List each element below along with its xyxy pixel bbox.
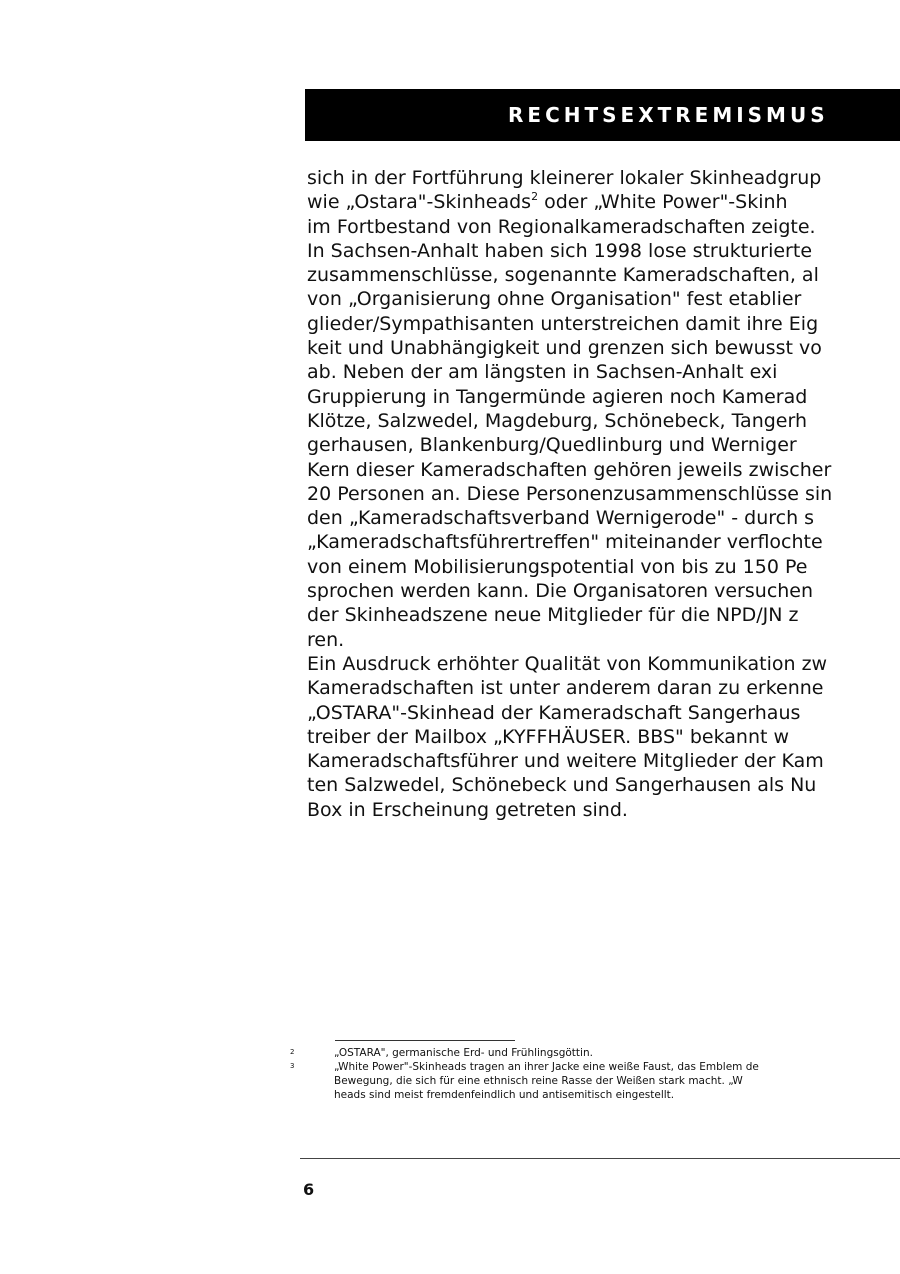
body-line [307,360,900,384]
body-line [307,701,900,725]
body-text-segment: wie „Ostara"-Skinheads [307,191,532,214]
body-line [307,190,900,214]
body-line [307,749,900,773]
body-text-segment: den „Kameradschaftsverband Wernigerode" - durch s [307,507,815,530]
footnote-text [334,1046,593,1060]
body-line [307,725,900,749]
body-text-segment: „OSTARA"-Skinhead der Kameradschaft Sangerhaus [307,701,801,724]
footnote-separator [335,1040,515,1041]
body-text-segment: gerhausen, Blankenburg/Quedlinburg und Werniger [307,434,797,457]
body-line [307,166,900,190]
footnote-line: „OSTARA", germanische Erd- und Frühlingsgöttin. [334,1047,593,1059]
body-text-segment: ren. [307,628,345,651]
body-text-segment: treiber der Mailbox „KYFFHÄUSER. BBS" bekannt w [307,725,790,748]
footnote [290,1060,900,1102]
footnote-marker: 3 [290,1062,295,1070]
body-text-segment: Ein Ausdruck erhöhter Qualität von Kommunikation zw [307,652,828,675]
body-text [307,166,900,822]
body-text-segment: Box in Erscheinung getreten sind. [307,798,628,821]
body-text-segment: ten Salzwedel, Schönebeck und Sangerhausen als Nu [307,774,817,797]
footnote-marker: 2 [290,1048,295,1056]
body-line [307,773,900,797]
body-text-segment: Kameradschaftsführer und weitere Mitglieder der Kam [307,750,824,773]
body-text-segment: keit und Unabhängigkeit und grenzen sich bewusst vo [307,337,822,360]
body-text-segment: sich in der Fortführung kleinerer lokaler Skinheadgrup [307,167,822,189]
body-line [307,287,900,311]
body-text-segment: zusammenschlüsse, sogenannte Kameradschaften, al [307,264,819,287]
body-line [307,530,900,554]
body-text-segment: Gruppierung in Tangermünde agieren noch Kamerad [307,385,808,408]
body-line [307,603,900,627]
body-text-segment: sprochen werden kann. Die Organisatoren versuchen [307,580,814,603]
body-line [307,458,900,482]
body-line [307,579,900,603]
body-text-segment: von „Organisierung ohne Organisation" fest etablier [307,288,802,311]
footnotes [290,1046,900,1102]
body-text-segment: In Sachsen-Anhalt haben sich 1998 lose strukturierte [307,239,813,262]
body-line [307,798,900,822]
body-text-segment: Kameradschaften ist unter anderem daran zu erkenne [307,677,824,700]
section-title: RECHTSEXTREMISMUS [508,103,829,127]
footnote-text [334,1060,759,1102]
body-text-segment: Klötze, Salzwedel, Magdeburg, Schönebeck, Tangerh [307,409,808,432]
body-line [307,239,900,263]
body-text-segment: oder „White Power"-Skinh [538,191,788,214]
body-line [307,433,900,457]
body-text-segment: der Skinheadszene neue Mitglieder für die NPD/JN z [307,604,799,627]
footnote-line: Bewegung, die sich für eine ethnisch reine Rasse der Weißen stark macht. „W [334,1075,743,1087]
body-line [307,555,900,579]
body-line [307,215,900,239]
body-line [307,263,900,287]
body-line [307,652,900,676]
body-line [307,676,900,700]
footnote-reference: 2 [531,190,539,204]
body-line [307,482,900,506]
body-text-segment: glieder/Sympathisanten unterstreichen damit ihre Eig [307,312,819,335]
footnote-line: heads sind meist fremdenfeindlich und antisemitisch eingestellt. [334,1089,675,1101]
footnote-line: „White Power"-Skinheads tragen an ihrer Jacke eine weiße Faust, das Emblem de [334,1061,759,1073]
body-line [307,385,900,409]
page-number: 6 [303,1180,315,1199]
body-text-segment: 20 Personen an. Diese Personenzusammenschlüsse sin [307,482,833,505]
section-header-bar [305,89,900,141]
body-text-segment: von einem Mobilisierungspotential von bis zu 150 Pe [307,555,808,578]
body-line [307,409,900,433]
footnote [290,1046,900,1060]
body-line [307,336,900,360]
body-text-segment: ab. Neben der am längsten in Sachsen-Anhalt exi [307,361,778,384]
body-text-segment: im Fortbestand von Regionalkameradschaften zeigte. [307,215,816,238]
body-text-segment: Kern dieser Kameradschaften gehören jeweils zwischer [307,458,832,481]
body-text-segment: „Kameradschaftsführertreffen" miteinander verflochte [307,531,823,554]
page-bottom-rule [300,1158,900,1159]
body-line [307,506,900,530]
body-line [307,312,900,336]
body-line [307,628,900,652]
